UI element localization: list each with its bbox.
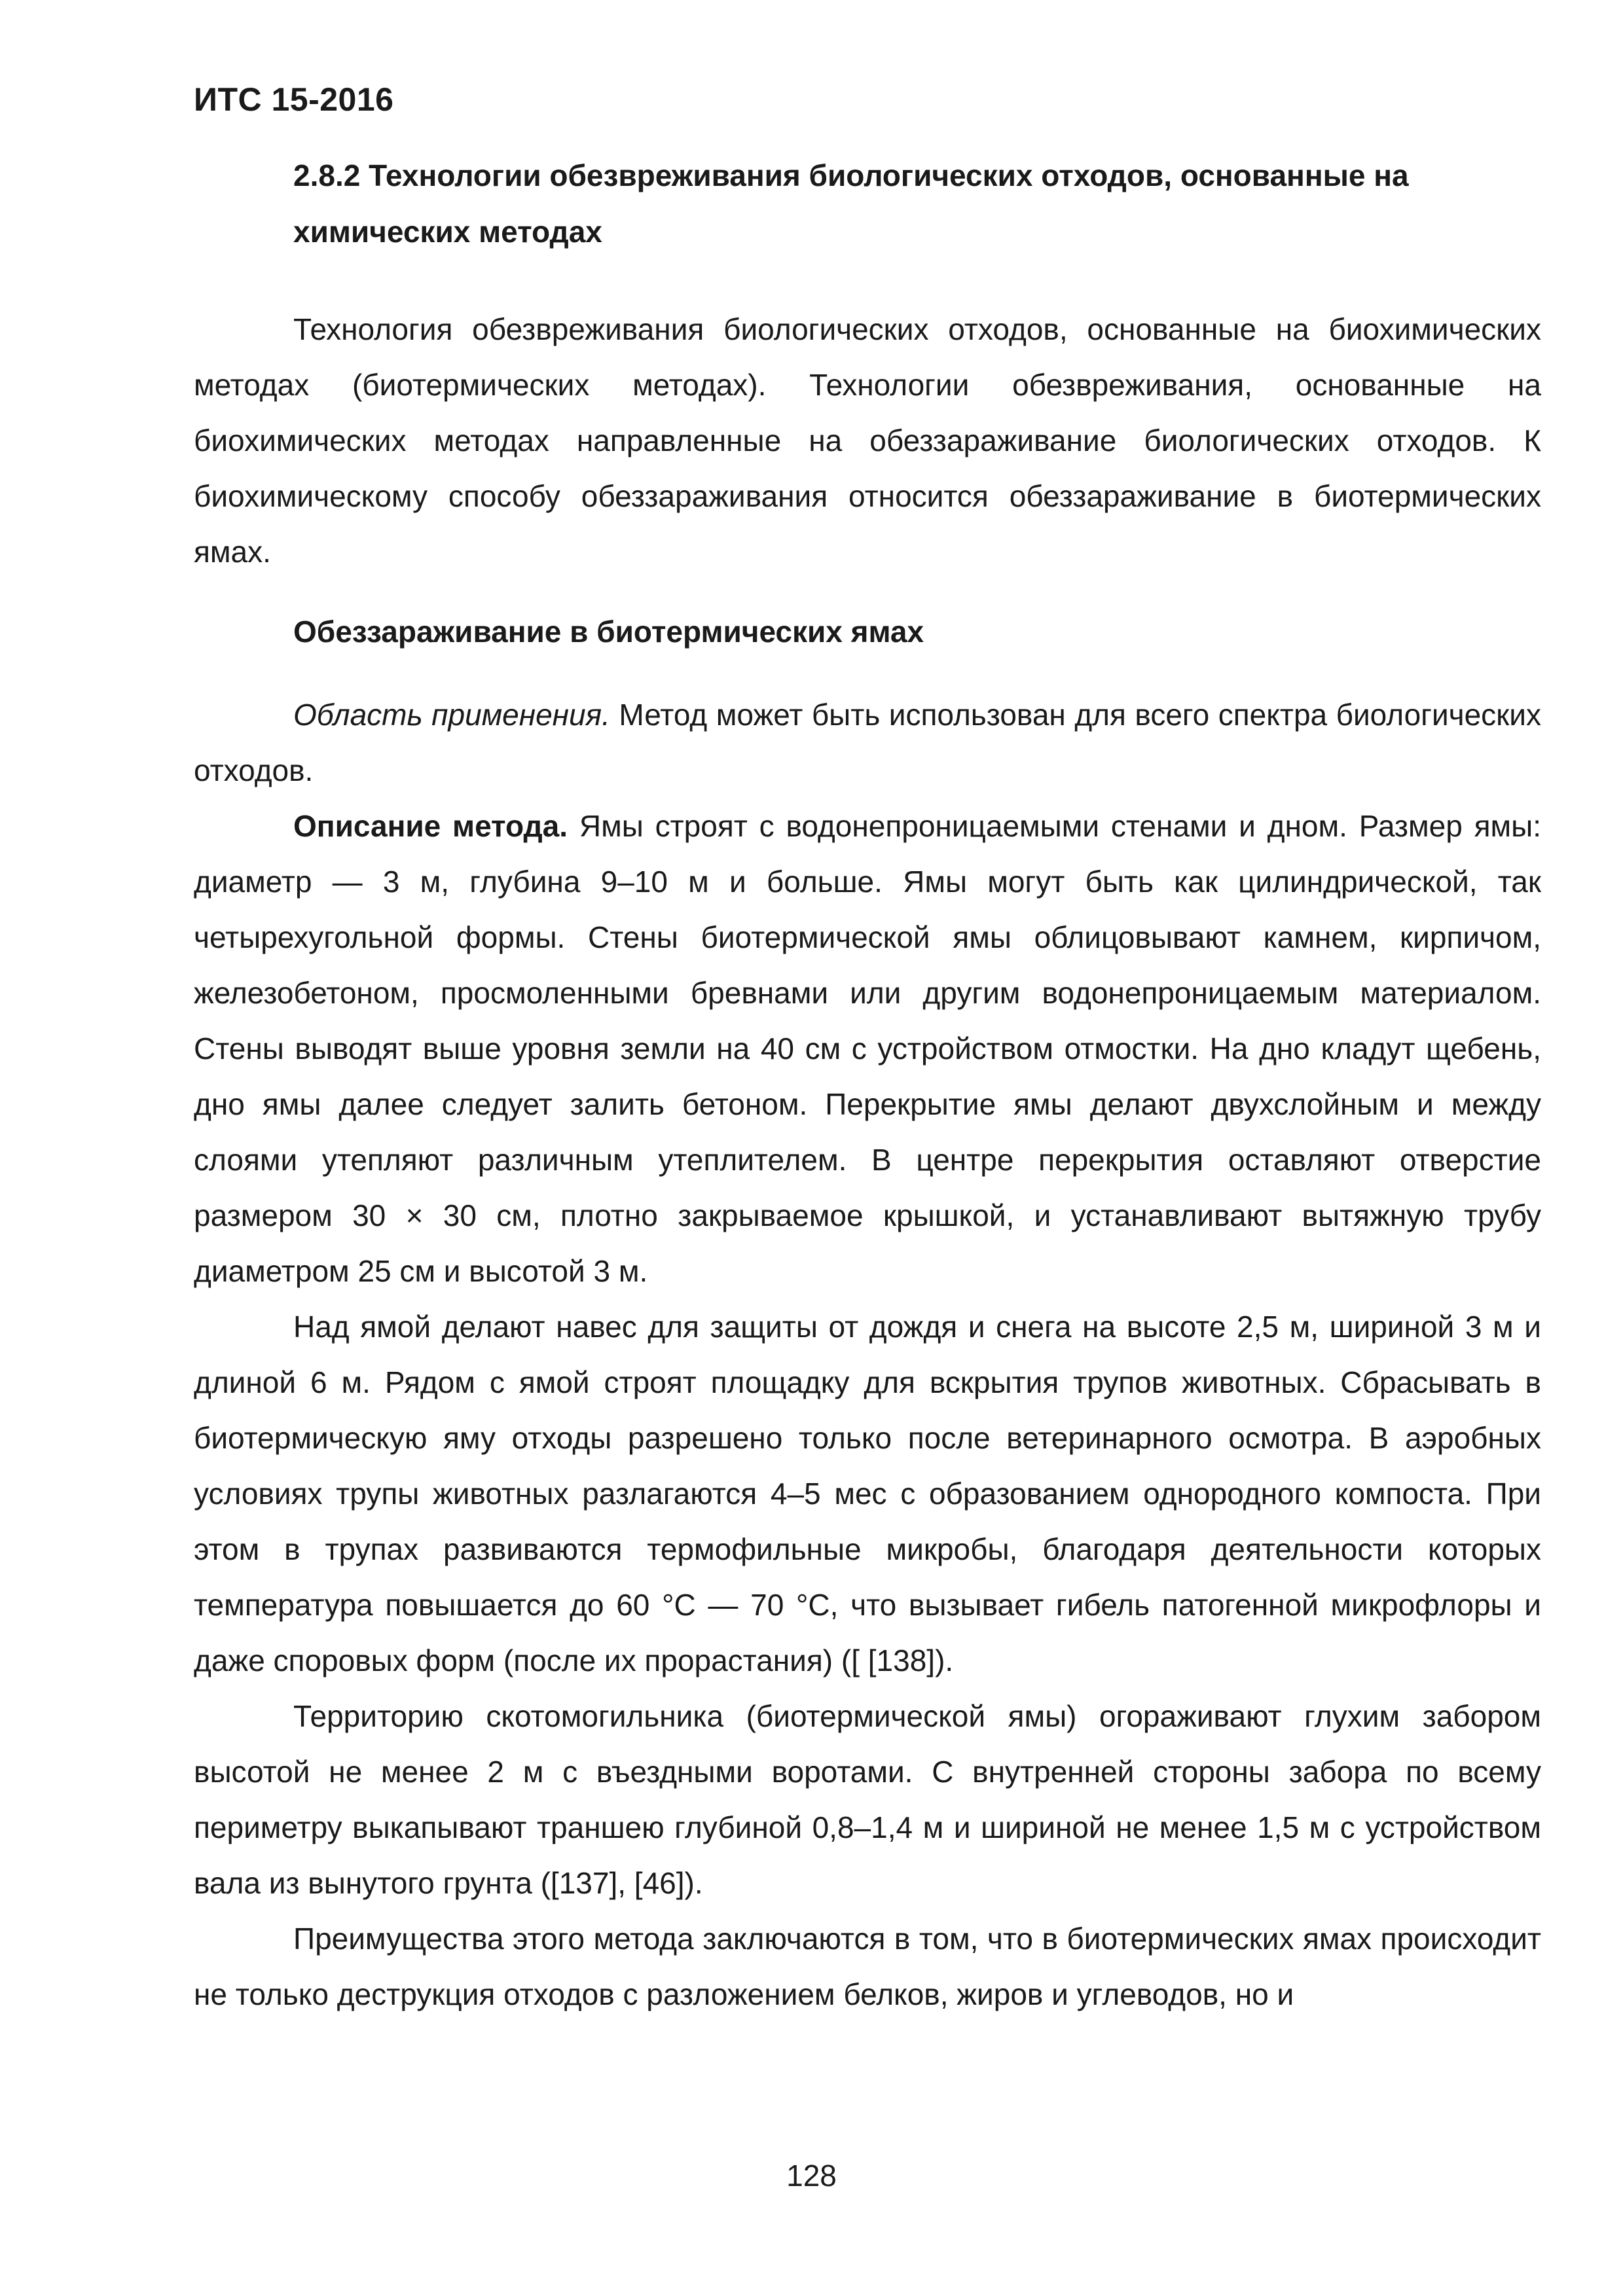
page-content [194, 147, 1541, 2022]
page-number: 128 [786, 2159, 837, 2193]
advantages-paragraph: Преимущества этого метода заключаются в том, что в биотермических ямах происходит не только деструкция отходов с разложением белков, жиров и углеводов, но и [194, 1922, 1541, 2011]
method-lead: Описание метода. [293, 809, 568, 843]
section-heading: 2.8.2 Технологии обезвреживания биологических отходов, основанные на химических методах [293, 158, 1409, 249]
fence-paragraph: Территорию скотомогильника (биотермической ямы) огораживают глухим забором высотой не менее 2 м с въездными воротами. С внутренней стороны забора по всему периметру выкапывают траншею глубиной 0,8–1,4 м и шириной не менее 1,5 м с устройством вала из вынутого грунта ([137], [46]). [194, 1699, 1541, 1900]
method-paragraph [194, 798, 1541, 1299]
scope-text: Метод может быть использован для всего спектра биологических отходов. [194, 698, 1542, 787]
scope-paragraph [194, 687, 1541, 798]
document-code-header: ИТС 15-2016 [194, 81, 394, 118]
canopy-paragraph: Над ямой делают навес для защиты от дождя и снега на высоте 2,5 м, шириной 3 м и длиной 6 м. Рядом с ямой строят площадку для вскрытия трупов животных. Сбрасывать в биотермическую яму отходы разрешено только после ветеринарного осмотра. В аэробных условиях трупы животных разлагаются 4–5 мес с образованием однородного компоста. При этом в трупах развиваются термофильные микробы, благодаря деятельности которых температура повышается до 60 °С — 70 °С, что вызывает гибель патогенной микрофлоры и даже споровых форм (после их прорастания) ([ [138]). [194, 1310, 1541, 1677]
method-text: Ямы строят с водонепроницаемыми стенами и дном. Размер ямы: диаметр — 3 м, глубина 9–10 м и больше. Ямы могут быть как цилиндрической, так четырехугольной формы. Стены биотермической ямы облицовывают камнем, кирпичом, железобетоном, просмоленными бревнами или другим водонепроницаемым материалом. Стены выводят выше уровня земли на 40 см с устройством отмостки. На дно кладут щебень, дно ямы далее следует залить бетоном. Перекрытие ямы делают двухслойным и между слоями утепляют различным утеплителем. В центре перекрытия оставляют отверстие размером 30 × 30 см, плотно закрываемое крышкой, и устанавливают вытяжную трубу диаметром 25 см и высотой 3 м. [194, 809, 1541, 1288]
scope-lead: Область применения. [293, 698, 610, 732]
subsection-heading: Обеззараживание в биотермических ямах [293, 615, 924, 649]
intro-paragraph: Технология обезвреживания биологических отходов, основанные на биохимических методах (биотермических методах). Технологии обезвреживания, основанные на биохимических методах направленные на обеззараживание биологических отходов. К биохимическому способу обеззараживания относится обеззараживание в биотермических ямах. [194, 312, 1541, 569]
